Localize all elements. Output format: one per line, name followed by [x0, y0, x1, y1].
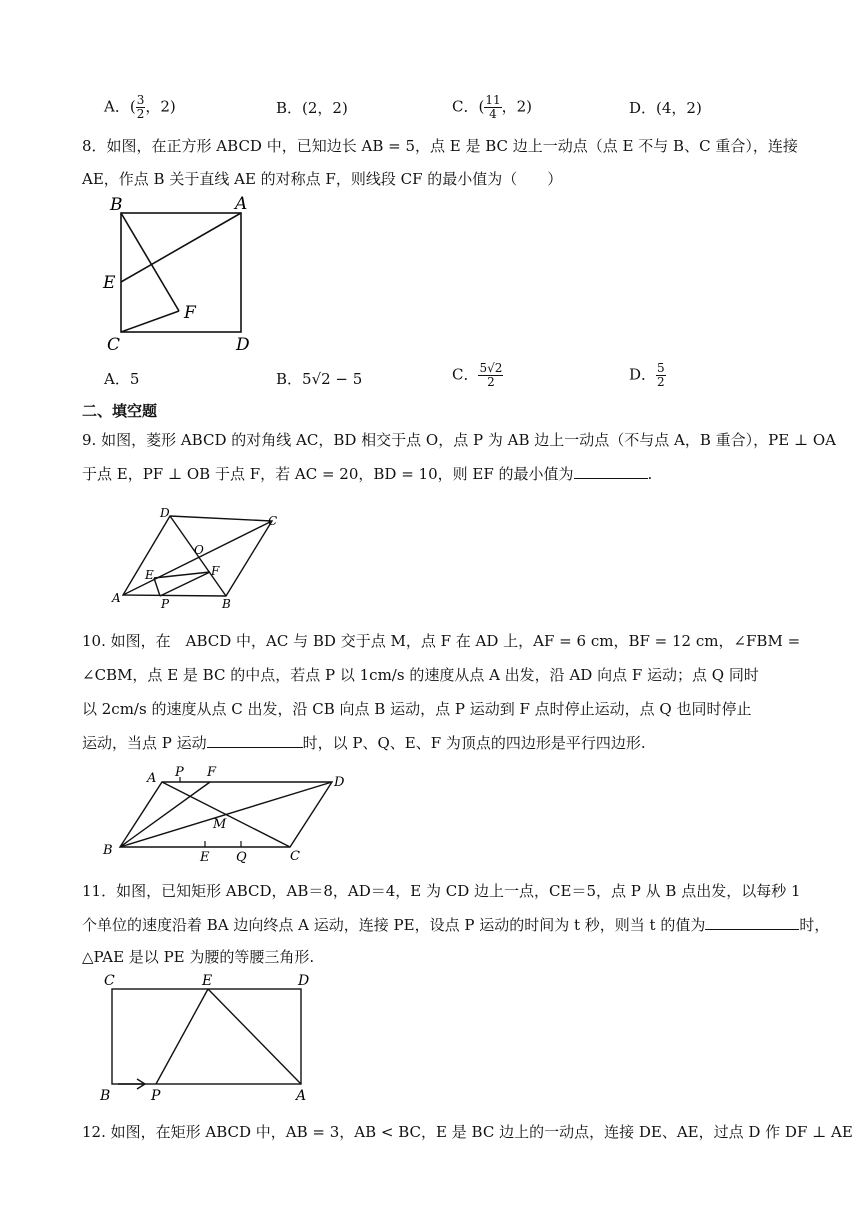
- numerator: 5: [657, 361, 665, 375]
- label-f: F: [211, 564, 220, 578]
- q8-option-a: A．5: [104, 370, 140, 388]
- q12-line1: 12. 如图，在矩形 ABCD 中，AB = 3，AB < BC，E 是 BC 边上的一动点，连接 DE、AE，过点 D 作 DF ⊥ AE: [82, 1123, 853, 1141]
- q10-line4-end: 时，以 P、Q、E、F 为顶点的四边形是平行四边形.: [302, 734, 646, 752]
- label-e: E: [145, 568, 154, 582]
- q7-option-c-label: C．(: [452, 97, 485, 116]
- label-p: P: [175, 765, 184, 780]
- label-c: C: [104, 973, 115, 989]
- answer-blank: [705, 915, 799, 930]
- q7-option-a-tail: ，2): [145, 97, 176, 116]
- label-e: E: [103, 273, 116, 293]
- q8-option-d: [629, 362, 666, 389]
- fraction: [656, 362, 666, 389]
- denominator: 2: [487, 375, 495, 389]
- answer-blank: [207, 733, 303, 748]
- q8-option-c: [452, 362, 503, 389]
- label-c: C: [290, 849, 300, 864]
- q10-line2: ∠CBM，点 E 是 BC 的中点，若点 P 以 1cm/s 的速度从点 A 出发，沿 AD 向点 F 运动；点 Q 同时: [82, 666, 759, 684]
- q7-option-b: B．(2，2): [276, 99, 348, 117]
- q11-figure-rectangle: [96, 968, 326, 1108]
- denominator: 2: [136, 107, 145, 121]
- q7-option-a-label: A．(: [104, 97, 136, 116]
- label-p: P: [151, 1088, 161, 1104]
- fraction: [136, 94, 146, 121]
- q11-line2-end: 时，: [799, 916, 830, 934]
- q11-line2: [82, 914, 829, 935]
- label-e: E: [200, 850, 210, 865]
- q10-line4: [82, 732, 646, 753]
- q8-option-d-label: D．: [629, 365, 657, 384]
- denominator: 2: [657, 375, 665, 389]
- fraction: [484, 94, 501, 121]
- label-d: D: [334, 775, 345, 790]
- numerator: 3: [136, 93, 145, 107]
- q7-option-a: [104, 94, 176, 121]
- label-m: M: [213, 817, 227, 832]
- q8-option-c-label: C．: [452, 365, 479, 384]
- label-q: Q: [236, 850, 247, 865]
- q9-line2: [82, 463, 652, 484]
- numerator: 11: [485, 93, 501, 107]
- q8-figure-square: [100, 192, 260, 354]
- label-c: C: [268, 514, 278, 528]
- label-f: F: [207, 765, 217, 780]
- label-b: B: [103, 843, 113, 858]
- answer-blank: [574, 464, 648, 479]
- label-a: A: [147, 771, 157, 786]
- q7-option-c-tail: ，2): [501, 97, 533, 116]
- denominator: 4: [489, 107, 497, 121]
- q7-option-d: D．(4，2): [629, 99, 702, 117]
- label-f: F: [184, 303, 196, 323]
- q8-option-b: B．5√2 − 5: [276, 370, 363, 388]
- q9-line2-end: .: [647, 465, 653, 483]
- q9-line1: 9. 如图，菱形 ABCD 的对角线 AC，BD 相交于点 O，点 P 为 AB 边上一动点（不与点 A，B 重合），PE ⊥ OA: [82, 431, 836, 449]
- q11-line3: △PAE 是以 PE 为腰的等腰三角形.: [82, 948, 315, 966]
- q10-line4-text: 运动，当点 P 运动: [82, 734, 207, 752]
- section-title: 二、填空题: [82, 402, 158, 420]
- label-a: A: [296, 1088, 307, 1104]
- label-d: D: [236, 335, 250, 355]
- label-p: P: [161, 597, 170, 611]
- numerator: 5√2: [479, 361, 503, 375]
- q8-line1: 8．如图，在正方形 ABCD 中，已知边长 AB = 5，点 E 是 BC 边上一动点（点 E 不与 B、C 重合），连接: [82, 137, 798, 155]
- label-d: D: [160, 506, 170, 520]
- label-e: E: [202, 973, 213, 989]
- q9-line2-text: 于点 E，PF ⊥ OB 于点 F，若 AC = 20，BD = 10，则 EF 的最小值为: [82, 465, 574, 483]
- q10-figure-parallelogram: [100, 762, 360, 868]
- label-b: B: [100, 1088, 111, 1104]
- q8-line2: AE，作点 B 关于直线 AE 的对称点 F，则线段 CF 的最小值为（ ）: [82, 170, 563, 188]
- label-o: O: [194, 543, 204, 557]
- label-b: B: [110, 195, 123, 215]
- label-c: C: [107, 335, 121, 355]
- q10-line1: 10. 如图，在 ABCD 中，AC 与 BD 交于点 M，点 F 在 AD 上，AF = 6 cm，BF = 12 cm，∠FBM =: [82, 632, 801, 650]
- q7-option-c: [452, 94, 532, 121]
- label-d: D: [298, 973, 310, 989]
- label-a: A: [235, 194, 248, 214]
- fraction: [478, 362, 503, 389]
- q9-figure-rhombus: [110, 505, 290, 615]
- label-a: A: [112, 591, 121, 605]
- q10-line3: 以 2cm/s 的速度从点 C 出发，沿 CB 向点 B 运动，点 P 运动到 F 点时停止运动，点 Q 也同时停止: [82, 700, 752, 718]
- q11-line1: 11．如图，已知矩形 ABCD，AB＝8，AD＝4，E 为 CD 边上一点，CE＝5，点 P 从 B 点出发，以每秒 1: [82, 882, 801, 900]
- label-b: B: [222, 597, 231, 611]
- q11-line2-text: 个单位的速度沿着 BA 边向终点 A 运动，连接 PE，设点 P 运动的时间为 t 秒，则当 t 的值为: [82, 916, 706, 934]
